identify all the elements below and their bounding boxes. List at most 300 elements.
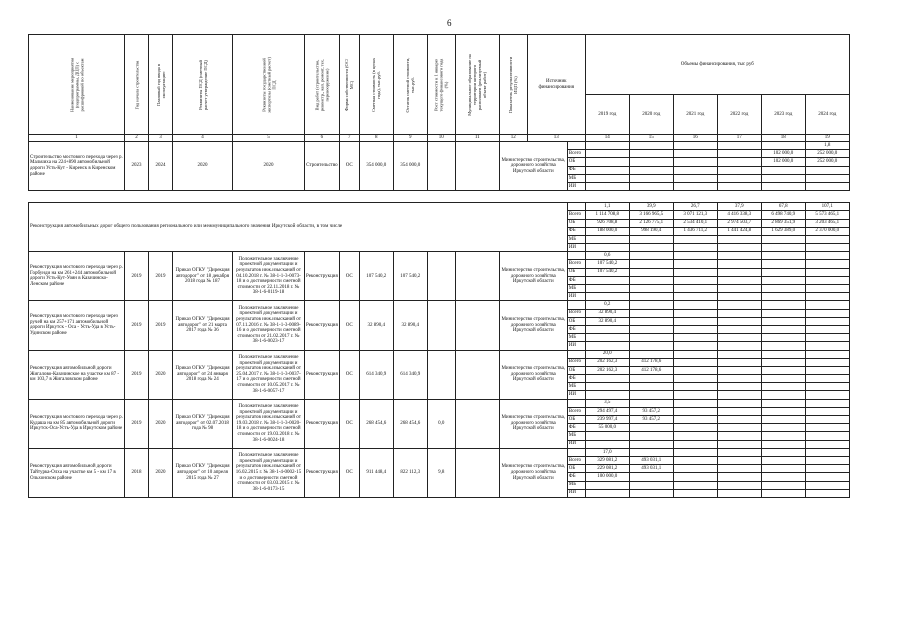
empty-cell <box>761 350 805 358</box>
amount-cell <box>761 465 805 473</box>
amount-cell <box>673 407 717 415</box>
object-name: Строительство мостового перехода через р. Мальчиха на 224+890 автомобильной дороги Усть-Кут - Киренск в Киренском районе <box>29 142 125 191</box>
amount-cell <box>805 366 849 374</box>
funding-source: МБ <box>567 481 585 489</box>
column-number: 7 <box>339 135 359 142</box>
amount-cell <box>805 473 849 481</box>
remaining-cost: 614 340,9 <box>393 350 427 399</box>
work-type: Реконструкция <box>305 350 340 399</box>
amount-cell <box>585 334 629 342</box>
ownership: ОС <box>339 252 359 301</box>
funding-source: ИИ <box>567 489 585 497</box>
empty-cell <box>761 448 805 456</box>
customer: Министерство строительства, дорожного хозяйства Иркутской области <box>499 252 567 301</box>
start-year: 2018 <box>125 448 149 497</box>
empty-cell <box>761 142 805 150</box>
pct-value: 20,0 <box>585 350 629 358</box>
amount-cell: 493 031,1 <box>629 465 673 473</box>
amount-cell <box>629 317 673 325</box>
amount-cell <box>629 276 673 284</box>
header-cell: Муниципальное образование на территории которого расположен (реализуемый объект работ) <box>455 35 499 135</box>
empty-cell <box>673 399 717 407</box>
amount-cell <box>717 276 761 284</box>
header-row <box>29 35 850 95</box>
customer: Министерство строительства, дорожного хозяйства Иркутской области <box>499 399 567 448</box>
estimated-cost: 268 454,6 <box>359 399 393 448</box>
amount-cell <box>761 268 805 276</box>
empty-cell <box>717 301 761 309</box>
amount-cell <box>673 293 717 301</box>
funding-source: ИИ <box>567 440 585 448</box>
pct-value: 0,6 <box>585 252 629 260</box>
finish-year: 2020 <box>149 448 173 497</box>
amount-cell <box>629 325 673 333</box>
pct-value: 107,1 <box>805 203 849 211</box>
header-cell: Источник финансирования <box>527 35 585 135</box>
amount-cell: 252 000,0 <box>805 158 849 166</box>
pct-value <box>585 142 629 150</box>
column-number: 16 <box>673 135 717 142</box>
pct-row <box>29 301 850 309</box>
amount-cell <box>717 325 761 333</box>
amount-cell <box>585 285 629 293</box>
funding-source: ОБ <box>567 416 585 424</box>
amount-cell <box>629 285 673 293</box>
pct-value: 0,2 <box>585 301 629 309</box>
header-cell: Остаток сметной стоимости, тыс.руб. <box>393 35 427 135</box>
amount-cell <box>585 158 629 166</box>
amount-cell <box>717 424 761 432</box>
finish-year: 2024 <box>149 142 173 191</box>
amount-cell <box>673 366 717 374</box>
amount-cell <box>673 383 717 391</box>
amount-cell <box>673 285 717 293</box>
amount-cell <box>673 174 717 182</box>
empty-cell <box>567 399 585 407</box>
amount-cell <box>717 391 761 399</box>
amount-cell <box>673 416 717 424</box>
funding-source: ФБ <box>567 375 585 383</box>
amount-cell: 107 540,2 <box>585 260 629 268</box>
amount-cell <box>761 235 805 243</box>
funding-source: МБ <box>567 334 585 342</box>
funding-source: Всего <box>567 456 585 464</box>
amount-cell <box>717 317 761 325</box>
amount-cell <box>673 166 717 174</box>
amount-cell <box>629 391 673 399</box>
amount-cell <box>717 440 761 448</box>
amount-cell <box>717 481 761 489</box>
amount-cell <box>805 358 849 366</box>
empty-cell <box>805 301 849 309</box>
amount-cell <box>761 174 805 182</box>
amount-cell <box>805 416 849 424</box>
amount-cell <box>717 334 761 342</box>
amount-cell <box>629 375 673 383</box>
amount-cell <box>805 276 849 284</box>
amount-cell <box>585 293 629 301</box>
cost-growth: 0,0 <box>427 399 455 448</box>
empty-cell <box>567 448 585 456</box>
amount-cell <box>629 235 673 243</box>
page-number: 6 <box>447 18 452 28</box>
amount-cell: 93 457,2 <box>629 416 673 424</box>
municipality <box>455 448 499 497</box>
funding-source: ОБ <box>567 317 585 325</box>
empty-cell <box>629 252 673 260</box>
funding-source: МБ <box>567 235 585 243</box>
column-number: 14 <box>585 135 629 142</box>
amount-cell <box>673 440 717 448</box>
start-year: 2019 <box>125 252 149 301</box>
cost-growth <box>427 142 455 191</box>
amount-cell <box>761 416 805 424</box>
object-name: Реконструкция мостового перехода через р. Горбунди на км 261+244 автомобильной дороги Усть-Кут-Уоян в Казачинско-Ленском районе <box>29 252 125 301</box>
empty-cell <box>567 142 585 150</box>
amount-cell <box>585 440 629 448</box>
amount-cell <box>805 334 849 342</box>
header-cell: Форма собственности (ОС/ МС) <box>339 35 359 135</box>
amount-cell <box>761 432 805 440</box>
amount-cell: 3 203 465,1 <box>805 219 849 227</box>
amount-cell <box>717 465 761 473</box>
empty-cell <box>629 301 673 309</box>
funding-source: ОБ <box>567 219 585 227</box>
empty-cell <box>717 448 761 456</box>
amount-cell: 32 890,4 <box>585 317 629 325</box>
amount-cell <box>805 325 849 333</box>
amount-cell <box>673 489 717 497</box>
amount-cell <box>717 432 761 440</box>
amount-cell <box>629 268 673 276</box>
amount-cell <box>717 158 761 166</box>
amount-cell <box>761 317 805 325</box>
expertise-details: Положительное заключение проектной документации и результатов инж.изысканий от 25.04.2017 г. № 38-1-1-3-0037-17 и о достоверности сметной стоимости от 10.05.2017 г. № 38-1-6-0057-17 <box>233 350 305 399</box>
column-number: 6 <box>305 135 340 142</box>
amount-cell <box>673 424 717 432</box>
amount-cell <box>761 366 805 374</box>
amount-cell: 2 869 351,9 <box>761 219 805 227</box>
amount-cell <box>717 407 761 415</box>
amount-cell: 252 000,0 <box>805 150 849 158</box>
amount-cell <box>761 383 805 391</box>
municipality <box>455 142 499 191</box>
empty-cell <box>673 142 717 150</box>
amount-cell <box>673 342 717 350</box>
amount-cell <box>585 166 629 174</box>
empty-cell <box>805 252 849 260</box>
pct-row <box>29 350 850 358</box>
amount-cell <box>629 166 673 174</box>
amount-cell <box>761 182 805 190</box>
column-number: 8 <box>359 135 393 142</box>
estimated-cost: 614 340,9 <box>359 350 393 399</box>
empty-cell <box>761 301 805 309</box>
amount-cell <box>673 375 717 383</box>
column-number: 5 <box>233 135 305 142</box>
psd-details: Приказ ОГКУ "Дирекция автодорог" от 02.07.2018 года № 98 <box>173 399 233 448</box>
amount-cell <box>805 182 849 190</box>
amount-cell <box>585 325 629 333</box>
spacer-cell <box>29 191 850 203</box>
amount-cell: 5 573 465,1 <box>805 211 849 219</box>
amount-cell <box>761 481 805 489</box>
customer: Министерство строительства, дорожного хозяйства Иркутской области <box>499 448 567 497</box>
psd-details: Приказ ОГКУ "Дирекция автодорог" от 24 января 2018 года № 24 <box>173 350 233 399</box>
empty-cell <box>567 252 585 260</box>
municipality <box>455 301 499 350</box>
cost-growth <box>427 252 455 301</box>
empty-cell <box>717 252 761 260</box>
funding-source: ФБ <box>567 166 585 174</box>
amount-cell <box>761 473 805 481</box>
amount-cell <box>805 244 849 252</box>
amount-cell <box>585 235 629 243</box>
amount-cell <box>717 166 761 174</box>
amount-cell: 412 178,6 <box>629 366 673 374</box>
psd-details: Приказ ОГКУ "Дирекция автодорог" от 21 марта 2017 года № 36 <box>173 301 233 350</box>
amount-cell <box>585 276 629 284</box>
amount-cell: 55 000,0 <box>585 424 629 432</box>
amount-cell: 3 071 121,3 <box>673 211 717 219</box>
finish-year: 2020 <box>149 350 173 399</box>
amount-cell: 1 441 424,8 <box>717 227 761 235</box>
funding-source: ИИ <box>567 391 585 399</box>
amount-cell <box>585 391 629 399</box>
finish-year: 2019 <box>149 252 173 301</box>
column-number: 15 <box>629 135 673 142</box>
ownership: ОС <box>339 399 359 448</box>
amount-cell <box>805 465 849 473</box>
empty-cell <box>717 399 761 407</box>
column-number: 19 <box>805 135 849 142</box>
cost-growth <box>427 301 455 350</box>
work-type: Строительство <box>305 142 340 191</box>
funding-source: ОБ <box>567 366 585 374</box>
amount-cell <box>761 334 805 342</box>
empty-cell <box>629 142 673 150</box>
amount-cell <box>673 309 717 317</box>
pct-row <box>29 399 850 407</box>
amount-cell <box>629 334 673 342</box>
amount-cell: 3 166 965,5 <box>629 211 673 219</box>
amount-cell <box>805 375 849 383</box>
amount-cell <box>717 293 761 301</box>
amount-cell <box>629 432 673 440</box>
header-cell: Сметная стоимость (в ценах года), тыс.руб. <box>359 35 393 135</box>
amount-cell <box>629 260 673 268</box>
ownership: ОС <box>339 301 359 350</box>
amount-cell <box>717 260 761 268</box>
pct-value: 26,7 <box>673 203 717 211</box>
psd-details: 2020 <box>173 142 233 191</box>
amount-cell <box>717 358 761 366</box>
funding-source: МБ <box>567 285 585 293</box>
amount-cell <box>761 440 805 448</box>
year-cell: 2019 год <box>585 95 629 135</box>
customer: Министерство строительства, дорожного хозяйства Иркутской области <box>499 142 567 191</box>
empty-cell <box>717 142 761 150</box>
expertise-details: Положительное заключение проектной документации и результатов инж.изысканий от 19.03.2018 г. № 38-1-1-3-0020-18 и о достоверности сметной стоимости от 19.03.2018 г. № 38-1-6-0024-18 <box>233 399 305 448</box>
psd-details: Приказ ОГКУ "Дирекция автодорог" от 18 декабря 2018 года № 187 <box>173 252 233 301</box>
object-name: Реконструкция автомобильной дороги Жигалово-Казачинское на участке км 87 - км 103,7 в Жигаловском районе <box>29 350 125 399</box>
amount-cell <box>761 309 805 317</box>
header-cell: Вид работ (строительство, реконстр., кап. ремонт, тех. перевооружение) <box>305 35 340 135</box>
funding-source: ФБ <box>567 276 585 284</box>
funding-source: ОБ <box>567 158 585 166</box>
amount-cell <box>629 174 673 182</box>
amount-cell <box>717 285 761 293</box>
funding-source: ИИ <box>567 342 585 350</box>
year-cell: 2023 год <box>761 95 805 135</box>
amount-cell <box>805 432 849 440</box>
estimated-cost: 354 000,0 <box>359 142 393 191</box>
amount-cell <box>717 174 761 182</box>
remaining-cost: 32 890,4 <box>393 301 427 350</box>
amount-cell <box>585 481 629 489</box>
empty-cell <box>673 252 717 260</box>
amount-cell: 926 708,8 <box>585 219 629 227</box>
work-type: Реконструкция <box>305 252 340 301</box>
amount-cell <box>761 407 805 415</box>
amount-cell <box>673 235 717 243</box>
estimated-cost: 107 540,2 <box>359 252 393 301</box>
empty-cell <box>673 301 717 309</box>
amount-cell <box>673 150 717 158</box>
funding-source: Всего <box>567 358 585 366</box>
expertise-details: Положительное заключение проектной документации и результатов инж.изысканий от 16.02.2015 г. № 38-1-4-0002-15 и о достоверности сметной стоимости от 03.03.2015 г. № 38-1-6-0173-15 <box>233 448 305 497</box>
amount-cell: 239 997,4 <box>585 416 629 424</box>
amount-cell <box>717 366 761 374</box>
amount-cell <box>629 244 673 252</box>
amount-cell <box>761 293 805 301</box>
amount-cell <box>805 293 849 301</box>
amount-cell <box>805 440 849 448</box>
pct-value: 3,5 <box>585 399 629 407</box>
municipality <box>455 350 499 399</box>
amount-cell: 1 629 389,0 <box>761 227 805 235</box>
estimated-cost: 32 890,4 <box>359 301 393 350</box>
amount-cell <box>805 481 849 489</box>
amount-cell: 102 000,0 <box>761 158 805 166</box>
amount-cell <box>761 489 805 497</box>
pct-row <box>29 252 850 260</box>
amount-cell <box>805 456 849 464</box>
funding-source: ОБ <box>567 268 585 276</box>
finish-year: 2020 <box>149 399 173 448</box>
header-cell: Год начала строительства <box>125 35 149 135</box>
amount-cell <box>585 244 629 252</box>
amount-cell <box>673 391 717 399</box>
pct-value: 17,0 <box>585 448 629 456</box>
amount-cell <box>717 268 761 276</box>
amount-cell: 2 974 503,7 <box>717 219 761 227</box>
amount-cell <box>673 432 717 440</box>
amount-cell: 107 540,2 <box>585 268 629 276</box>
customer: Министерство строительства, дорожного хозяйства Иркутской области <box>499 301 567 350</box>
start-year: 2023 <box>125 142 149 191</box>
amount-cell <box>629 158 673 166</box>
start-year: 2019 <box>125 399 149 448</box>
pct-value: 1,8 <box>805 142 849 150</box>
funding-source: Всего <box>567 407 585 415</box>
funding-source: ИИ <box>567 293 585 301</box>
amount-cell: 229 081,2 <box>585 465 629 473</box>
amount-cell <box>805 260 849 268</box>
empty-cell <box>717 350 761 358</box>
column-number: 18 <box>761 135 805 142</box>
pct-value: 1,1 <box>585 203 629 211</box>
amount-cell <box>585 342 629 350</box>
amount-cell: 202 162,3 <box>585 366 629 374</box>
remaining-cost: 268 454,6 <box>393 399 427 448</box>
amount-cell: 188 000,0 <box>585 227 629 235</box>
amount-cell <box>717 244 761 252</box>
amount-cell <box>585 174 629 182</box>
pct-value: 37,9 <box>717 203 761 211</box>
amount-cell <box>717 383 761 391</box>
funding-source: ОБ <box>567 465 585 473</box>
amount-cell <box>717 456 761 464</box>
empty-cell <box>805 399 849 407</box>
empty-cell <box>567 301 585 309</box>
column-number: 17 <box>717 135 761 142</box>
amount-cell <box>761 325 805 333</box>
object-name: Реконструкция мостового перехода через ручей на км 257+171 автомобильной дороги Иркутск - Оса - Усть-Уда в Усть-Удинском районе <box>29 301 125 350</box>
amount-cell <box>673 473 717 481</box>
start-year: 2019 <box>125 301 149 350</box>
amount-cell <box>629 309 673 317</box>
object-name: Реконструкция автомобильной дороги Тайтурка-Олха на участке км 5 - км 17 в Ольхонском районе <box>29 448 125 497</box>
finish-year: 2019 <box>149 301 173 350</box>
amount-cell <box>761 424 805 432</box>
amount-cell <box>761 260 805 268</box>
municipality <box>455 252 499 301</box>
amount-cell <box>717 182 761 190</box>
spacer-row <box>29 191 850 203</box>
pct-row <box>29 142 850 150</box>
work-type: Реконструкция <box>305 301 340 350</box>
amount-cell <box>805 235 849 243</box>
empty-cell <box>567 203 585 211</box>
empty-cell <box>567 350 585 358</box>
column-number: 1 <box>29 135 125 142</box>
header-cell: Реквизиты ПСД (сметный расчет утверждение ПСД) <box>173 35 233 135</box>
year-cell: 2020 год <box>629 95 673 135</box>
amount-cell: 998 190,4 <box>629 227 673 235</box>
amount-cell <box>629 481 673 489</box>
amount-cell: 100 000,0 <box>585 473 629 481</box>
empty-cell <box>761 252 805 260</box>
amount-cell <box>717 375 761 383</box>
empty-cell <box>805 350 849 358</box>
column-number: 10 <box>427 135 455 142</box>
column-number: 11 <box>455 135 499 142</box>
amount-cell <box>805 317 849 325</box>
header-cell: Плановый год ввода в эксплуатацию <box>149 35 173 135</box>
amount-cell <box>629 150 673 158</box>
amount-cell <box>761 456 805 464</box>
funding-source: Всего <box>567 309 585 317</box>
year-cell: 2024 год <box>805 95 849 135</box>
amount-cell <box>673 268 717 276</box>
amount-cell <box>585 489 629 497</box>
amount-cell <box>805 383 849 391</box>
funding-source: МБ <box>567 383 585 391</box>
amount-cell <box>805 489 849 497</box>
empty-cell <box>761 399 805 407</box>
funding-source: ФБ <box>567 227 585 235</box>
